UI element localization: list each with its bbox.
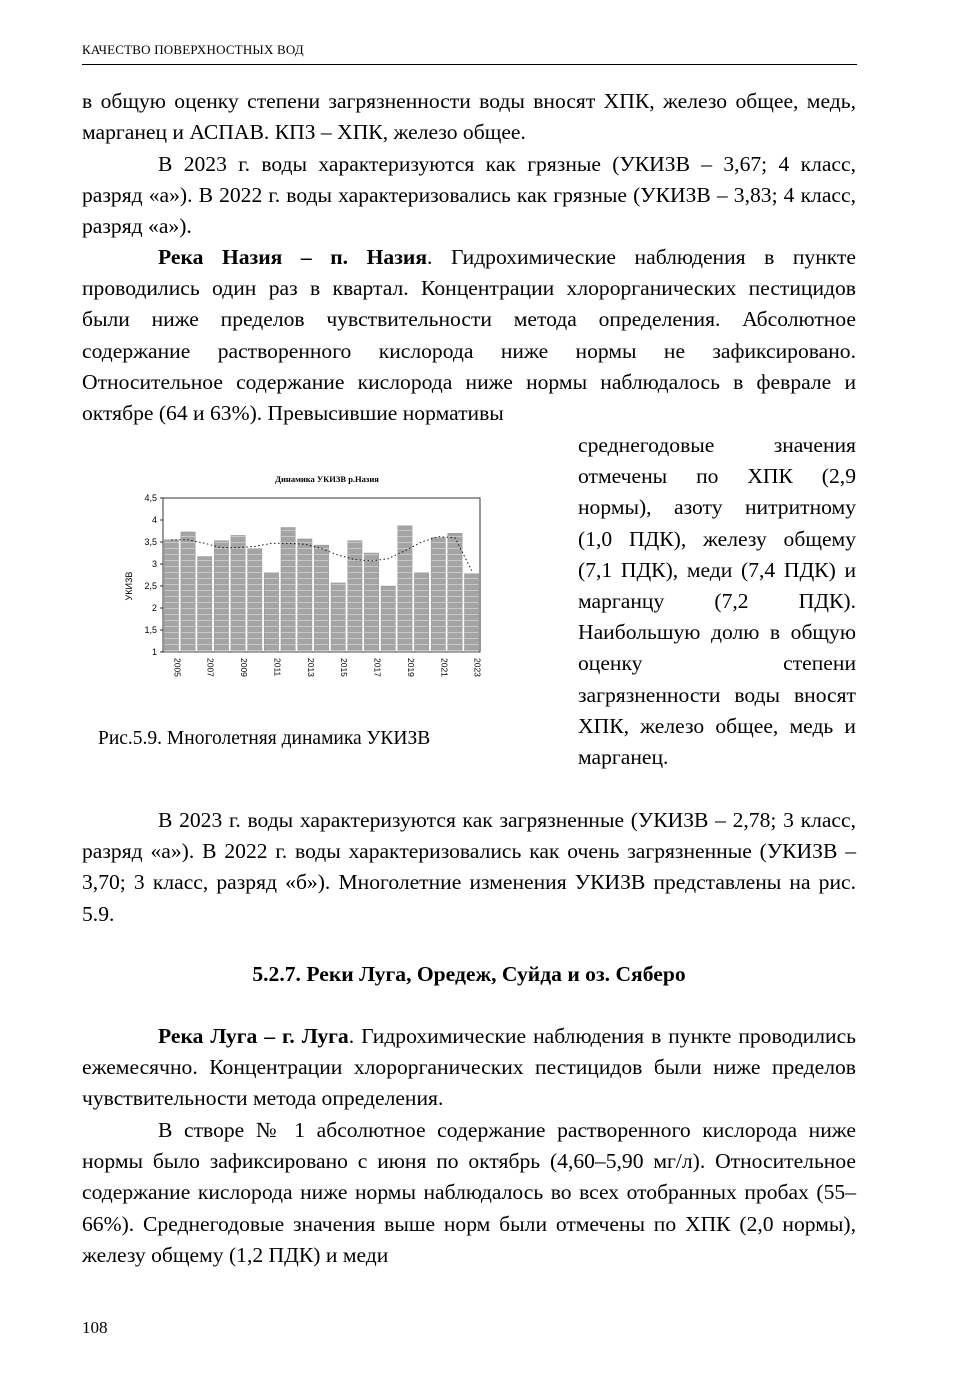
paragraph-3-text: . Гидрохимические наблюдения в пункте проводились один раз в квартал. Концентрации хлорорганических пестицидов были ниже пределов чувствительности метода определения. Абсолютное содержание растворенного кислорода ниже нормы не зафиксировано. Относительное содержание кислорода ниже нормы наблюдалось в феврале и октябре (64 и 63%). Превысившие нормативы <box>82 245 856 426</box>
chart-plot-area <box>144 493 482 677</box>
section-heading: 5.2.7. Реки Луга, Оредеж, Суйда и оз. Сяберо <box>252 962 686 986</box>
paragraph-5-text: . Гидрохимические наблюдения в пункте проводились ежемесячно. Концентрации хлорорганических пестицидов были ниже пределов чувствительности метода определения. <box>82 1024 857 1111</box>
bar-2018 <box>381 586 395 652</box>
y-tick-label: 1 <box>151 647 157 657</box>
y-tick-label: 1,5 <box>144 625 157 635</box>
paragraph-6: В створе № 1 абсолютное содержание растворенного кислорода ниже нормы было зафиксировано с июня по октябрь (4,60–5,90 мг/л). Относительное содержание кислорода ниже нормы наблюдалось во всех отобранных пробах (55–66%). Среднегодовые значения выше норм были отмечены по ХПК (2,0 нормы), железу общему (1,2 ПДК) и меди <box>82 1118 856 1267</box>
bar-2006 <box>181 532 195 652</box>
y-tick-label: 4 <box>151 515 157 525</box>
paragraph-1: в общую оценку степени загрязненности воды вносят ХПК, железо общее, медь, марганец и АСПАВ. КПЗ – ХПК, железо общее. <box>82 89 856 145</box>
ukizv-chart-svg <box>110 466 490 696</box>
chart-title: Динамика УКИЗВ р.Назия <box>275 474 379 484</box>
paragraph-3 <box>82 242 856 429</box>
bar-2021 <box>431 538 445 652</box>
bar-2011 <box>264 573 278 652</box>
bar-2015 <box>331 583 345 652</box>
x-tick-label: 2015 <box>339 658 350 677</box>
y-tick-label: 2,5 <box>144 581 157 591</box>
running-header: КАЧЕСТВО ПОВЕРХНОСТНЫХ ВОД <box>82 42 857 65</box>
paragraph-2: В 2023 г. воды характеризуются как грязные (УКИЗВ – 3,67; 4 класс, разряд «а»). В 2022 г. воды характеризовались как грязные (УКИЗВ – 3,83; 4 класс, разряд «а»). <box>82 152 856 239</box>
y-tick-label: 3 <box>151 559 157 569</box>
bar-2009 <box>231 535 245 652</box>
paragraph-4: В 2023 г. воды характеризуются как загрязненные (УКИЗВ – 2,78; 3 класс, разряд «а»). В 2022 г. воды характеризовались как очень загрязненные (УКИЗВ – 3,70; 3 класс, разряд «б»). Многолетние изменения УКИЗВ представлены на рис. 5.9. <box>82 808 856 926</box>
page-number: 108 <box>82 1318 108 1337</box>
x-tick-label: 2023 <box>472 658 483 677</box>
river-nazia-heading: Река Назия – п. Назия <box>158 245 428 269</box>
bar-2010 <box>248 549 262 652</box>
bar-2013 <box>298 539 312 652</box>
bar-2019 <box>398 526 412 652</box>
bar-2008 <box>214 541 228 652</box>
x-tick-label: 2019 <box>405 658 416 677</box>
bar-2014 <box>314 545 328 652</box>
bar-2012 <box>281 527 295 652</box>
bar-2016 <box>348 541 362 652</box>
x-tick-label: 2007 <box>205 658 216 677</box>
river-luga-heading: Река Луга – г. Луга <box>158 1024 349 1048</box>
paragraph-5 <box>82 1021 856 1115</box>
bar-2017 <box>364 553 378 652</box>
bar-2023 <box>464 574 478 652</box>
x-tick-label: 2017 <box>372 658 383 677</box>
y-tick-label: 3,5 <box>144 537 157 547</box>
x-tick-label: 2005 <box>172 658 183 677</box>
x-tick-label: 2021 <box>439 658 450 677</box>
bar-2005 <box>164 540 178 652</box>
bar-2022 <box>448 533 462 652</box>
y-tick-label: 4,5 <box>144 493 157 503</box>
y-tick-label: 2 <box>151 603 157 613</box>
chart-y-axis-label: УКИЗВ <box>124 571 134 601</box>
x-tick-label: 2009 <box>239 658 250 677</box>
bar-2020 <box>414 573 428 652</box>
bar-2007 <box>198 557 212 652</box>
x-tick-label: 2011 <box>272 658 283 677</box>
x-tick-label: 2013 <box>305 658 316 677</box>
paragraph-3-wrap-text: среднегодовые значения отмечены по ХПК (2,9 нормы), азоту нитритному (1,0 ПДК), железу общему (7,1 ПДК), меди (7,4 ПДК) и марганцу (7,2 ПДК). Наибольшую долю в общую оценку степени загрязненности воды вносят ХПК, железо общее, медь и марганец. <box>578 433 856 770</box>
figure-ukizv-chart <box>110 466 490 696</box>
figure-caption: Рис.5.9. Многолетняя динамика УКИЗВ <box>98 728 431 749</box>
